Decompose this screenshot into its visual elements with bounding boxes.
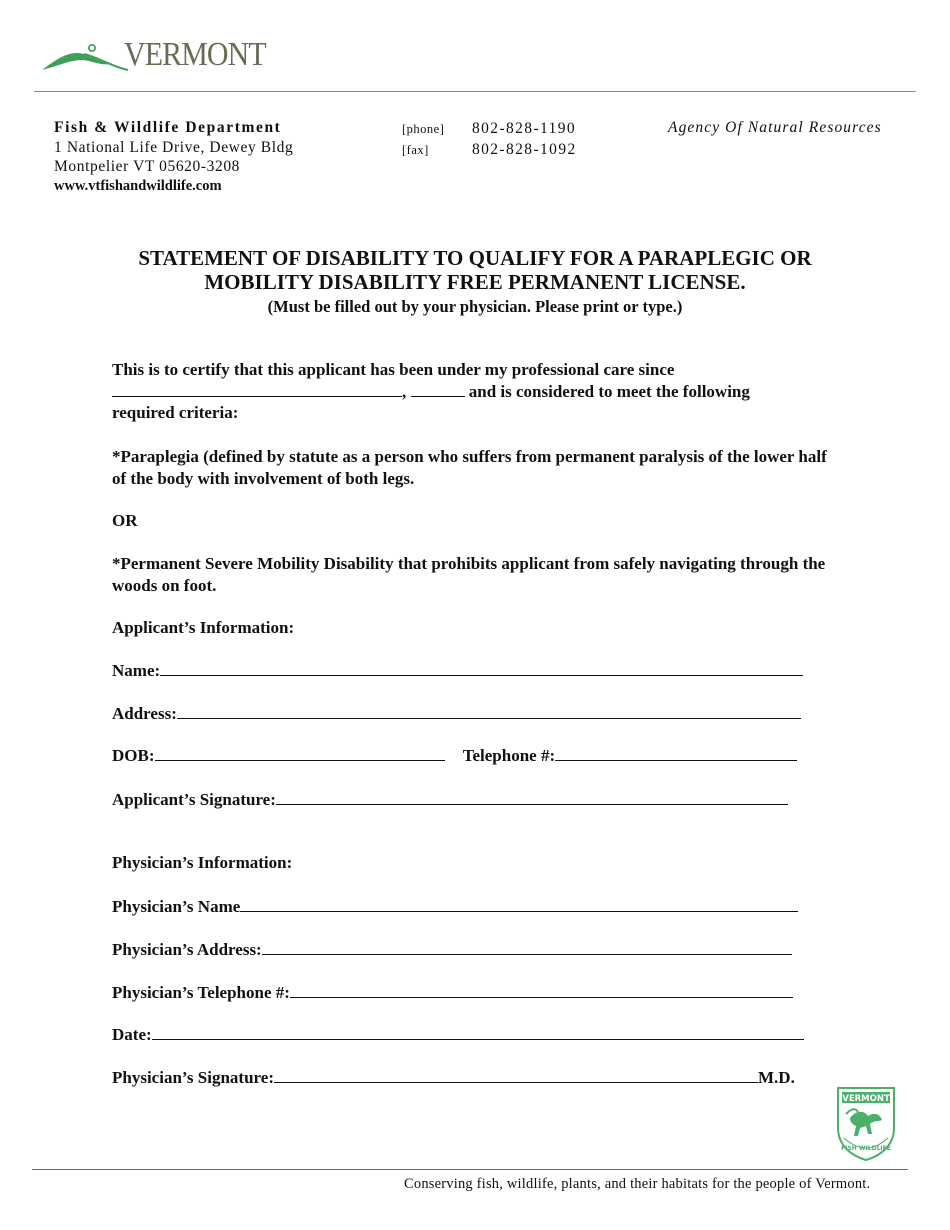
certify-line-1: This is to certify that this applicant has been under my professional care since [112,360,675,379]
certification-paragraph [112,359,832,424]
date-row [112,1023,804,1046]
physician-info-heading: Physician’s Information: [112,853,293,872]
physician-name-label: Physician’s Name [112,897,241,916]
footer-tagline: Conserving fish, wildlife, plants, and their habitats for the people of Vermont. [404,1176,871,1192]
address-line-1: 1 National Life Drive, Dewey Bldg [54,138,294,156]
address-label: Address: [112,704,177,723]
physician-address-row [112,938,792,961]
form-title-line-1: STATEMENT OF DISABILITY TO QUALIFY FOR A PARAPLEGIC OR [138,246,812,270]
physician-telephone-label: Physician’s Telephone #: [112,983,290,1002]
vermont-mountain-logo-icon [40,40,130,74]
address-input[interactable] [177,702,801,719]
dob-telephone-row [112,744,797,767]
or-separator: OR [112,511,138,530]
header-divider [34,91,916,92]
mobility-criterion: *Permanent Severe Mobility Disability that prohibits applicant from safely navigating through the woods on foot. [112,554,826,595]
fax-number: 802-828-1092 [472,140,577,158]
care-since-year-field[interactable] [411,381,465,397]
agency-name: Agency Of Natural Resources [668,119,882,136]
department-name: Fish & Wildlife Department [54,119,282,136]
physician-name-row [112,895,798,918]
certify-line-3: required criteria: [112,403,239,422]
physician-signature-row [112,1066,795,1089]
physician-signature-label: Physician’s Signature: [112,1068,274,1087]
physician-telephone-row [112,981,793,1004]
applicant-info-heading: Applicant’s Information: [112,618,295,637]
form-title-line-2: MOBILITY DISABILITY FREE PERMANENT LICENSE. [204,270,746,294]
applicant-signature-input[interactable] [276,788,788,805]
phone-label: [phone] [402,122,445,136]
paraplegia-criterion: *Paraplegia (defined by statute as a person who suffers from permanent paralysis of the lower half of the body with involvement of both legs. [112,447,827,488]
physician-signature-input[interactable] [274,1066,758,1083]
vermont-logo-text: VERMONT [124,36,266,73]
certify-line-2-text: and is considered to meet the following [464,381,750,401]
md-suffix: M.D. [758,1068,795,1087]
dob-input[interactable] [155,744,445,761]
form-title [60,246,890,294]
applicant-signature-label: Applicant’s Signature: [112,790,276,809]
footer-divider [32,1169,908,1170]
seal-bottom-text: FISH WILDLIFE [841,1145,891,1152]
date-label: Date: [112,1025,152,1044]
name-input[interactable] [160,659,803,676]
date-input[interactable] [152,1023,804,1040]
department-block [54,118,293,196]
name-label: Name: [112,661,161,680]
applicant-signature-row [112,788,788,811]
certify-line-2: , and is considered to meet the following [112,381,832,403]
fax-label: [fax] [402,142,429,157]
website-link[interactable]: www.vtfishandwildlife.com [54,177,222,194]
dob-label: DOB: [112,746,155,765]
phone-number: 802-828-1190 [472,120,577,137]
address-line-2: Montpelier VT 05620-3208 [54,158,241,175]
form-subtitle: (Must be filled out by your physician. Please print or type.) [267,297,683,316]
telephone-label: Telephone #: [462,746,556,765]
physician-telephone-input[interactable] [290,981,793,998]
telephone-input[interactable] [555,744,797,761]
physician-address-input[interactable] [262,938,792,955]
name-row [112,659,803,682]
seal-top-text: VERMONT [842,1094,890,1104]
physician-address-label: Physician’s Address: [112,940,262,959]
physician-name-input[interactable] [240,895,798,912]
contact-block [402,119,577,160]
fish-wildlife-seal-icon [834,1084,898,1162]
care-since-date-field[interactable] [112,381,402,397]
address-row [112,702,801,725]
